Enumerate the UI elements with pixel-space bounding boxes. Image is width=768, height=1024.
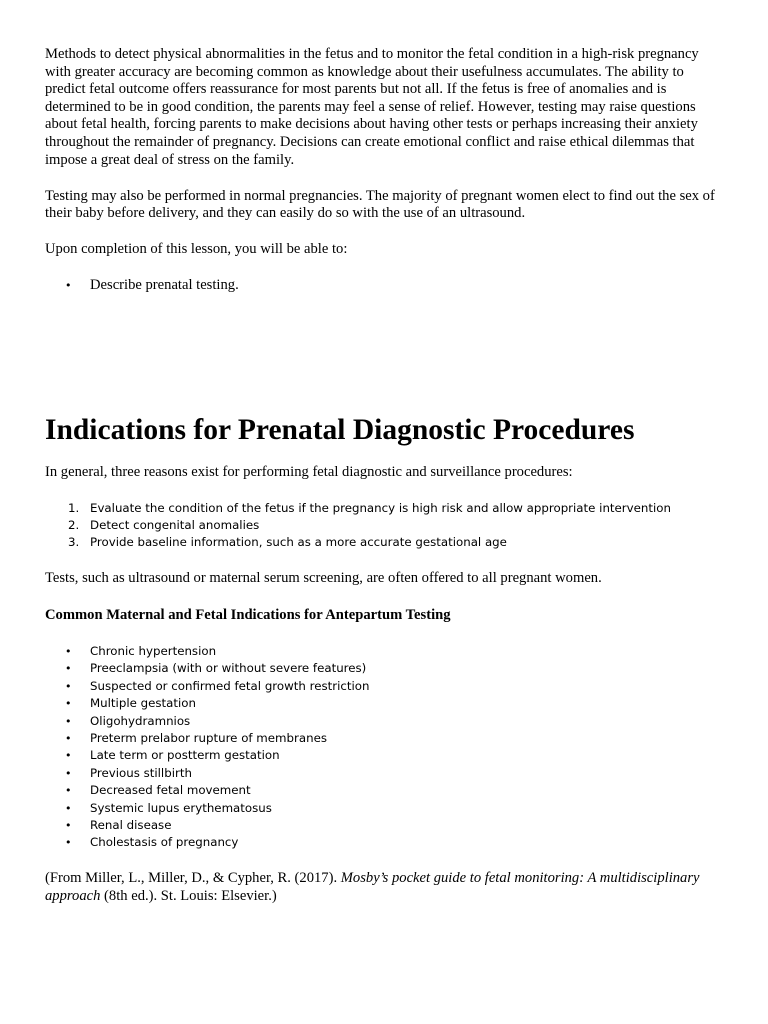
indication-text: Chronic hypertension <box>90 643 217 658</box>
reason-text: Provide baseline information, such as a more accurate gestational age <box>90 535 507 550</box>
indication-text: Cholestasis of pregnancy <box>90 835 239 850</box>
list-number: 3. <box>68 535 80 550</box>
intro-paragraph-1: Methods to detect physical abnormalities in the fetus and to monitor the fetal condition in a high-risk pregnancy with greater accuracy are becoming common as knowledge about their usefulness accumulates. The ability to predict fetal outcome offers reassurance for most parents but not all. If the fetus is free of anomalies and is determined to be in good condition, the parents may feel a sense of relief. However, testing may raise questions about fetal health, forcing parents to make decisions about having other tests or perhaps increasing their anxiety throughout the remainder of pregnancy. Decisions can create emotional conflict and raise ethical dilemmas that impose a great deal of stress on the family. <box>45 46 699 168</box>
indication-item <box>45 660 725 677</box>
reasons-list <box>45 500 725 552</box>
intro-paragraph-2: Testing may also be performed in normal pregnancies. The majority of pregnant women elect to find out the sex of their baby before delivery, and they can easily do so with the use of an ultrasound. <box>45 187 715 222</box>
reason-item <box>45 500 725 517</box>
indication-item <box>45 730 725 747</box>
document-page <box>45 46 725 905</box>
indication-text: Late term or postterm gestation <box>90 748 280 763</box>
bullet-icon: • <box>65 662 72 676</box>
indication-text: Renal disease <box>90 817 172 832</box>
bullet-icon: • <box>65 818 72 832</box>
objective-item <box>45 277 725 295</box>
bullet-icon: • <box>65 731 72 745</box>
indication-text: Preterm prelabor rupture of membranes <box>90 730 327 745</box>
indication-text: Multiple gestation <box>90 696 196 711</box>
citation <box>45 870 725 905</box>
bullet-icon: • <box>65 836 72 850</box>
bullet-icon: • <box>65 279 72 293</box>
objectives-intro: Upon completion of this lesson, you will be able to: <box>45 241 348 258</box>
indication-text: Systemic lupus erythematosus <box>90 800 272 815</box>
tests-note: Tests, such as ultrasound or maternal serum screening, are often offered to all pregnant women. <box>45 570 602 587</box>
section-heading: Indications for Prenatal Diagnostic Procedures <box>45 413 635 446</box>
bullet-icon: • <box>65 697 72 711</box>
indication-item <box>45 713 725 730</box>
indication-item <box>45 765 725 782</box>
general-reasons-intro: In general, three reasons exist for performing fetal diagnostic and surveillance procedures: <box>45 463 573 480</box>
reason-text: Evaluate the condition of the fetus if the pregnancy is high risk and allow appropriate intervention <box>90 500 671 515</box>
reason-item <box>45 534 725 551</box>
indication-text: Previous stillbirth <box>90 765 192 780</box>
bullet-icon: • <box>65 749 72 763</box>
reason-text: Detect congenital anomalies <box>90 517 260 532</box>
objectives-list <box>45 277 725 295</box>
indication-item <box>45 747 725 764</box>
citation-title: Mosby’s pocket guide to fetal monitoring: A multidisciplinary approach <box>45 870 700 904</box>
indications-list <box>45 643 725 852</box>
indication-item <box>45 782 725 799</box>
indication-text: Decreased fetal movement <box>90 783 251 798</box>
bullet-icon: • <box>65 714 72 728</box>
indication-text: Suspected or confirmed fetal growth restriction <box>90 678 370 693</box>
indication-item <box>45 695 725 712</box>
reason-item <box>45 517 725 534</box>
bullet-icon: • <box>65 801 72 815</box>
bullet-icon: • <box>65 784 72 798</box>
indication-item <box>45 643 725 660</box>
bullet-icon: • <box>65 766 72 780</box>
indication-item <box>45 800 725 817</box>
indications-heading: Common Maternal and Fetal Indications for Antepartum Testing <box>45 606 451 623</box>
list-number: 2. <box>68 517 80 532</box>
indication-item <box>45 817 725 834</box>
bullet-icon: • <box>65 644 72 658</box>
indication-text: Preeclampsia (with or without severe features) <box>90 661 367 676</box>
citation-suffix: (8th ed.). St. Louis: Elsevier.) <box>100 887 277 904</box>
indication-item <box>45 834 725 851</box>
indication-text: Oligohydramnios <box>90 713 191 728</box>
objective-text: Describe prenatal testing. <box>90 277 239 294</box>
indication-item <box>45 678 725 695</box>
list-number: 1. <box>68 500 80 515</box>
citation-prefix: (From Miller, L., Miller, D., & Cypher, R. (2017). <box>45 870 341 887</box>
bullet-icon: • <box>65 679 72 693</box>
